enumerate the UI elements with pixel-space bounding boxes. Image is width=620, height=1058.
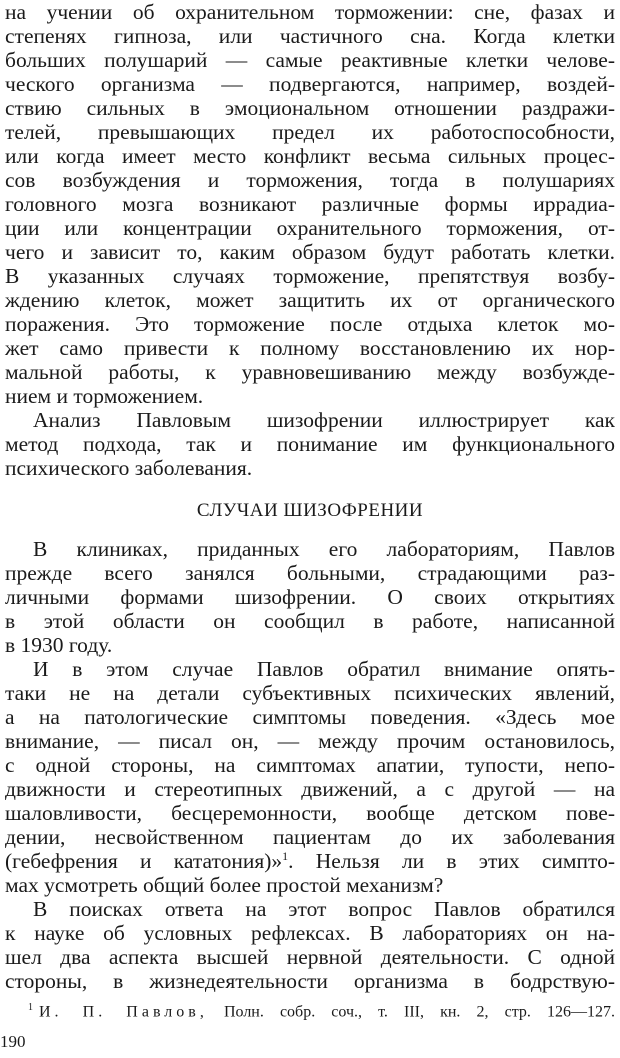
text-line: телей, превышающих предел их работоспособности, (5, 120, 615, 144)
text-line: на учении об охранительном торможении: сне, фазах и (5, 0, 615, 24)
text-line: И в этом случае Павлов обратил внимание опять- (33, 657, 615, 681)
text-line: ствию сильных в эмоциональном отношении раздражи- (5, 96, 615, 120)
text-line: внимание, — писал он, — между прочим остановилось, (5, 729, 615, 753)
section-heading: СЛУЧАИ ШИЗОФРЕНИИ (196, 500, 424, 521)
text-line: таки не на детали субъективных психических явлений, (5, 681, 615, 705)
paragraph-3 (5, 537, 615, 657)
text-line: в 1930 году. (5, 633, 113, 657)
text-line: мах усмотреть общий более простой механизм? (5, 873, 444, 897)
text-line: движности и стереотипных движений, а с другой — на (5, 777, 615, 801)
paragraph-5 (5, 897, 615, 993)
footnote-reference: 1 (282, 848, 289, 863)
footnote (28, 998, 615, 1022)
text-line: больших полушарий — самые реактивные клетки челове- (5, 48, 615, 72)
text-line-with-note (5, 849, 615, 873)
text-line: В поисках ответа на этот вопрос Павлов обратился (33, 897, 615, 921)
text-line: к науке об условных рефлексах. В лабораториях он на- (5, 921, 615, 945)
footnote-text: Полн. собр. соч., т. III, кн. 2, стр. 126—127. (223, 1003, 616, 1021)
text-line: жет само привести к полному восстановлению их нор- (5, 336, 615, 360)
text-line: стороны, в жизнедеятельности организма в бодрствую- (5, 969, 615, 993)
text-line: чего и зависит то, каким образом будут работать клетки. (5, 240, 615, 264)
text-line: нием и торможением. (5, 384, 204, 408)
paragraph-1 (5, 0, 615, 408)
text-line: шаловливости, бесцеремонности, вообще детском пове- (5, 801, 615, 825)
text-line: шел два аспекта высшей нервной деятельности. С одной (5, 945, 615, 969)
text-line: В клиниках, приданных его лабораториям, Павлов (33, 537, 615, 561)
quote-end: (гебефрения и кататония)» (5, 849, 283, 873)
page-body (5, 0, 615, 993)
text-line: с одной стороны, на симптомах апатии, тупости, непо- (5, 753, 615, 777)
text-line: прежде всего занялся больными, страдающими раз- (5, 561, 615, 585)
text-line: степенях гипноза, или частичного сна. Когда клетки (5, 24, 615, 48)
text-line: головного мозга возникают различные формы иррадиа- (5, 192, 615, 216)
text-line: ждению клеток, может защитить их от органического (5, 288, 615, 312)
text-line: дении, несвойственном пациентам до их заболевания (5, 825, 615, 849)
text-line: мальной работы, к уравновешиванию между возбужде- (5, 360, 615, 384)
footnote-author: И. П. Павлов, (39, 1003, 208, 1021)
text-line: поражения. Это торможение после отдыха клеток мо- (5, 312, 615, 336)
page-number: 190 (0, 1032, 26, 1051)
text-line: В указанных случаях торможение, препятствуя возбу- (5, 264, 615, 288)
text-line: ции или концентрации охранительного торможения, от- (5, 216, 615, 240)
paragraph-2 (5, 408, 615, 480)
quote-tail: . Нельзя ли в этих симпто- (288, 849, 615, 873)
text-line: метод подхода, так и понимание им функционального (5, 432, 615, 456)
footnote-mark: 1 (28, 1002, 33, 1013)
text-line: ческого организма — подвергаются, например, воздей- (5, 72, 615, 96)
paragraph-4 (5, 657, 615, 897)
text-line: в этой области он сообщил в работе, написанной (5, 609, 615, 633)
text-line: Анализ Павловым шизофрении иллюстрирует как (33, 408, 615, 432)
text-line: или когда имеет место конфликт весьма сильных процес- (5, 144, 615, 168)
text-line: личными формами шизофрении. О своих открытиях (5, 585, 615, 609)
text-line: сов возбуждения и торможения, тогда в полушариях (5, 168, 615, 192)
text-line: психического заболевания. (5, 456, 253, 480)
text-line: а на патологические симптомы поведения. «Здесь мое (5, 705, 615, 729)
